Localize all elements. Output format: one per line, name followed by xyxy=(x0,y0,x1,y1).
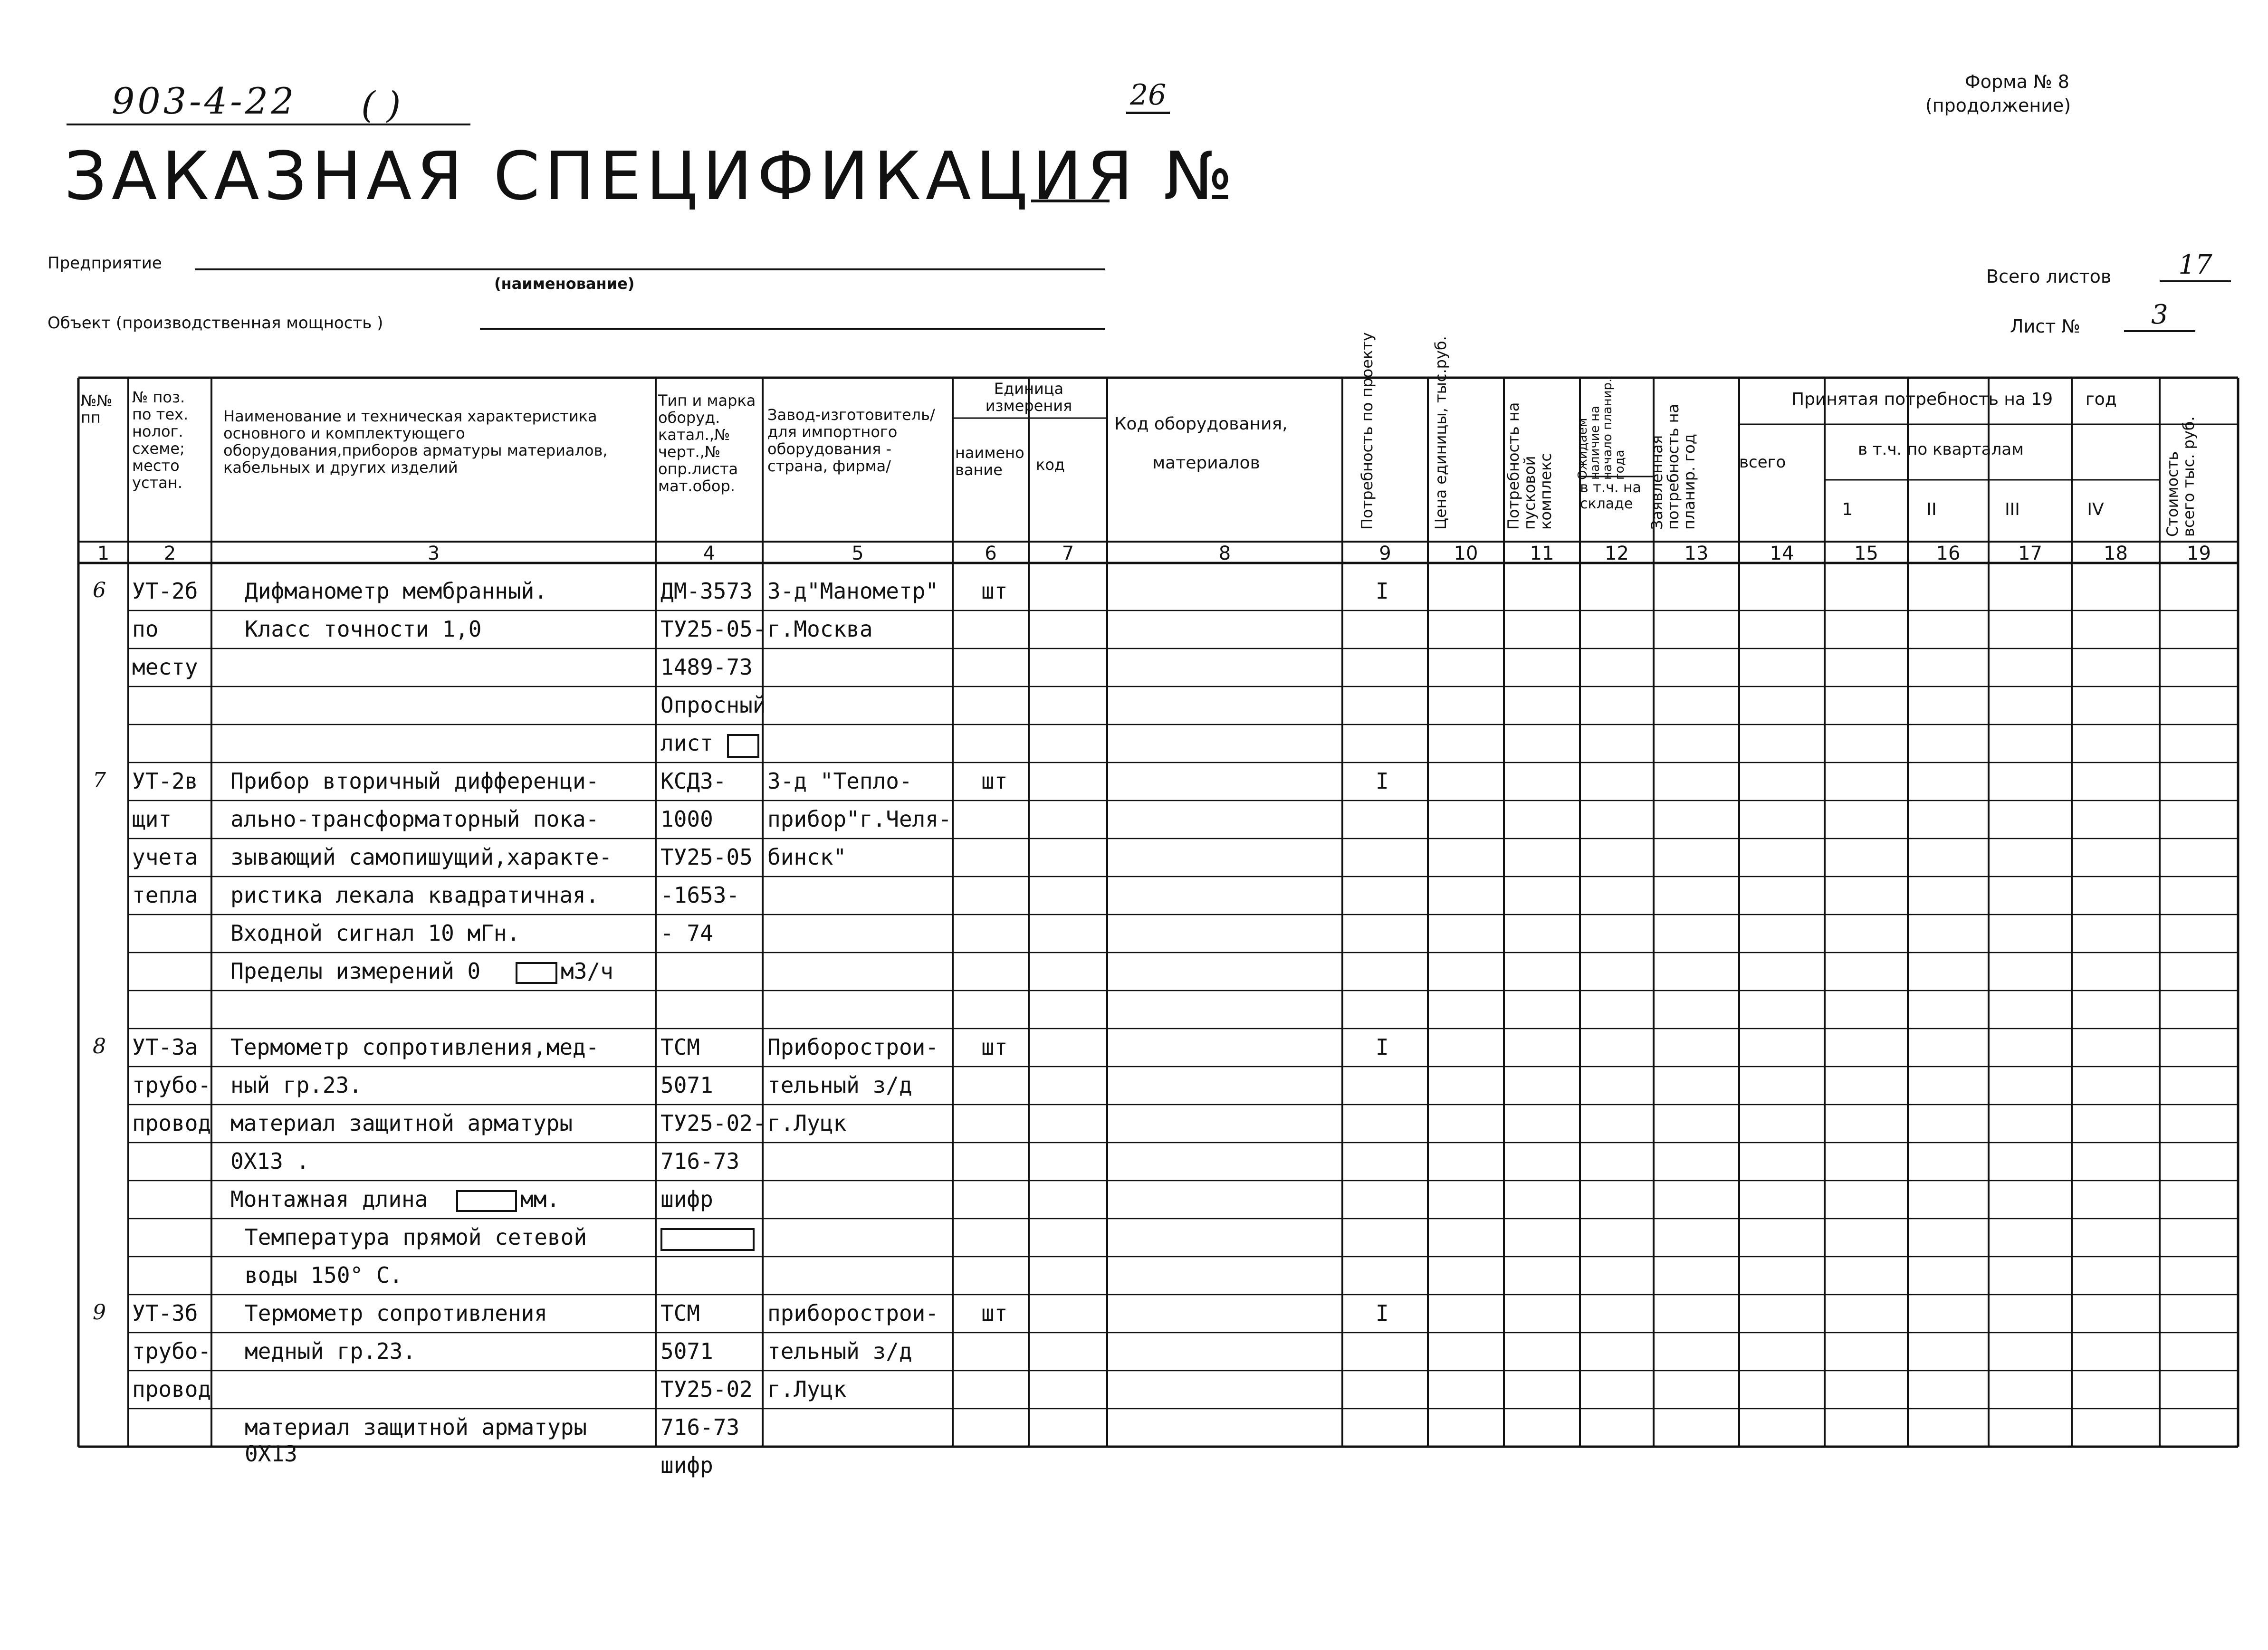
quarter-3-header: III xyxy=(2005,500,2020,519)
item-number: 9 xyxy=(93,1300,106,1325)
type-text: 716-73 xyxy=(660,1414,740,1440)
maker-text: приборострои- xyxy=(767,1300,939,1326)
item-name-line: Входной сигнал 10 мГн. xyxy=(230,920,520,946)
type-text: 5071 xyxy=(660,1338,713,1364)
sheet-number-label: Лист № xyxy=(2010,316,2080,337)
item-name-line: материал защитной арматуры xyxy=(245,1414,587,1440)
item-number: 6 xyxy=(93,578,106,602)
type-text: шифр xyxy=(660,1452,713,1478)
column-number: 10 xyxy=(1454,543,1478,564)
maker-text: г.Луцк xyxy=(767,1110,847,1136)
column-number: 16 xyxy=(1936,543,1961,564)
unit-text: шт xyxy=(981,1300,1008,1326)
item-name-line: Дифманометр мембранный. xyxy=(245,578,547,604)
item-name-line: Класс точности 1,0 xyxy=(245,616,482,642)
column-number: 6 xyxy=(985,543,997,564)
quarters-header: в т.ч. по кварталам xyxy=(1858,440,2024,459)
type-text: -1653- xyxy=(660,882,740,908)
quarter-2-header: II xyxy=(1926,500,1937,519)
accepted-header: Принятая потребность на 19 год xyxy=(1791,390,2117,409)
column-number: 15 xyxy=(1854,543,1878,564)
qty-text: I xyxy=(1376,1300,1389,1326)
item-name-line: 0Х13 xyxy=(245,1441,297,1467)
column-number: 11 xyxy=(1530,543,1554,564)
type-text: шифр xyxy=(660,1186,713,1212)
position-text: тепла xyxy=(132,882,198,908)
item-name-line: зывающий самопишущий,характе- xyxy=(230,844,612,870)
type-text: ТСМ xyxy=(660,1300,700,1326)
column-number: 14 xyxy=(1770,543,1794,564)
type-text: ТУ25-05 xyxy=(660,844,753,870)
sheet-number-value: 3 xyxy=(2124,299,2195,332)
column-number: 7 xyxy=(1062,543,1074,564)
enterprise-hint: (наименование) xyxy=(494,275,635,293)
position-text: месту xyxy=(132,654,198,680)
form-continuation: (продолжение) xyxy=(1925,95,2071,116)
col-header-6: наименование xyxy=(955,444,1024,479)
enterprise-label: Предприятие xyxy=(48,254,162,273)
quarter-1-header: 1 xyxy=(1842,500,1853,519)
type-text: ТУ25-05- xyxy=(660,616,766,642)
position-text: щит xyxy=(132,806,172,832)
maker-text: 3-д"Манометр" xyxy=(767,578,939,604)
col-header-8b: материалов xyxy=(1152,453,1260,473)
item-name-line: материал защитной арматуры xyxy=(230,1110,573,1136)
item-name-line: Термометр сопротивления,мед- xyxy=(230,1034,599,1060)
position-text: трубо- xyxy=(132,1338,211,1364)
position-text: по xyxy=(132,616,159,642)
item-name-line: Монтажная длина xyxy=(230,1186,428,1212)
col-header-12a: Ожидаем наличие на начало планир. года xyxy=(1576,378,1627,480)
col-header-3: Наименование и техническая характеристика основного и комплектующего оборудования,приборов арматуры материалов, кабельных и других изделий xyxy=(223,407,608,477)
questionnaire-box xyxy=(727,734,759,758)
position-text: трубо- xyxy=(132,1072,211,1098)
maker-text: г.Москва xyxy=(767,616,873,642)
document-code-bracket: ( ) xyxy=(361,84,401,126)
col-header-19: Стоимость всего тыс. руб. xyxy=(2163,416,2198,537)
column-number: 9 xyxy=(1379,543,1391,564)
col-header-8a: Код оборудования, xyxy=(1114,414,1288,434)
type-text: 1489-73 xyxy=(660,654,753,680)
maker-text: тельный з/д xyxy=(767,1338,912,1364)
position-text: учета xyxy=(132,844,198,870)
form-number: Форма № 8 xyxy=(1965,71,2069,92)
measurement-limit-box xyxy=(516,962,557,984)
col-header-7: код xyxy=(1036,456,1065,474)
page-number: 26 xyxy=(1126,78,1170,114)
position-text: провод xyxy=(132,1376,211,1402)
qty-text: I xyxy=(1376,1034,1389,1060)
item-name-line: Температура прямой сетевой xyxy=(245,1224,587,1250)
column-number: 1 xyxy=(97,543,110,564)
item-name-line: ально-трансформаторный пока- xyxy=(230,806,599,832)
item-number: 7 xyxy=(93,768,106,792)
maker-text: 3-д "Тепло- xyxy=(767,768,912,794)
type-text: - 74 xyxy=(660,920,713,946)
column-number: 13 xyxy=(1684,543,1709,564)
object-label: Объект (производственная мощность ) xyxy=(48,314,383,333)
col-header-10: Цена единицы, тыс.руб. xyxy=(1432,336,1450,530)
position-text: УТ-2в xyxy=(132,768,198,794)
col-header-1: №№ пп xyxy=(81,391,113,427)
item-name-line: воды 150° С. xyxy=(245,1262,403,1288)
maker-text: тельный з/д xyxy=(767,1072,912,1098)
column-number: 8 xyxy=(1218,543,1231,564)
type-text: лист xyxy=(660,730,713,756)
unit-text: шт xyxy=(981,768,1008,794)
unit-text: шт xyxy=(981,578,1008,604)
item-name-line: Термометр сопротивления xyxy=(245,1300,547,1326)
position-text: УТ-3а xyxy=(132,1034,198,1060)
col-header-12b: в т.ч. на складе xyxy=(1580,479,1642,512)
column-number: 17 xyxy=(2018,543,2042,564)
col-header-9: Потребность по проекту xyxy=(1358,332,1376,530)
mounting-length-box xyxy=(456,1190,517,1212)
type-text: ТУ25-02 xyxy=(660,1376,753,1402)
col-header-4: Тип и марка оборуд. катал.,№ черт.,№ опр.листа мат.обор. xyxy=(658,391,756,495)
col-header-5: Завод-изготовитель/для импортного оборудования - страна, фирма/ xyxy=(767,406,935,475)
sheets-total-value: 17 xyxy=(2160,249,2231,282)
type-text: 5071 xyxy=(660,1072,713,1098)
item-name-line: м3/ч xyxy=(561,958,613,984)
type-text: ДМ-3573 xyxy=(660,578,753,604)
qty-text: I xyxy=(1376,578,1389,604)
column-number: 4 xyxy=(703,543,716,564)
quarter-4-header: IV xyxy=(2087,500,2104,519)
document-title: ЗАКАЗНАЯ СПЕЦИФИКАЦИЯ № xyxy=(64,138,1238,215)
maker-text: бинск" xyxy=(767,844,847,870)
maker-text: Приборострои- xyxy=(767,1034,939,1060)
item-name-line: медный гр.23. xyxy=(245,1338,416,1364)
col-header-11: Потребность на пусковой комплекс xyxy=(1504,402,1555,530)
col-header-14: всего xyxy=(1739,453,1786,472)
column-number: 19 xyxy=(2187,543,2211,564)
type-text: 716-73 xyxy=(660,1148,740,1174)
code-box xyxy=(660,1228,755,1251)
item-name-line: Пределы измерений 0 xyxy=(230,958,481,984)
item-name-line: ный гр.23. xyxy=(230,1072,362,1098)
position-text: провод xyxy=(132,1110,211,1136)
position-text: УТ-3б xyxy=(132,1300,198,1326)
column-number: 18 xyxy=(2104,543,2128,564)
column-number: 3 xyxy=(427,543,440,564)
position-text: УТ-2б xyxy=(132,578,198,604)
qty-text: I xyxy=(1376,768,1389,794)
document-code: 903-4-22 xyxy=(112,80,297,122)
col-header-13: Заявленная потребность на планир. год xyxy=(1648,403,1698,530)
column-number: 12 xyxy=(1605,543,1629,564)
maker-text: прибор"г.Челя- xyxy=(767,806,952,832)
unit-text: шт xyxy=(981,1034,1008,1060)
type-text: ТСМ xyxy=(660,1034,700,1060)
item-name-line: Прибор вторичный дифференци- xyxy=(230,768,599,794)
item-name-line: 0Х13 . xyxy=(230,1148,310,1174)
col-header-unit: Единица измерения xyxy=(985,380,1072,415)
type-text: ТУ25-02- xyxy=(660,1110,766,1136)
type-text: Опросный xyxy=(660,692,766,718)
item-name-line: ристика лекала квадратичная. xyxy=(230,882,599,908)
type-text: КСД3- xyxy=(660,768,727,794)
item-number: 8 xyxy=(93,1034,106,1059)
type-text: 1000 xyxy=(660,806,713,832)
sheets-total-label: Всего листов xyxy=(1986,266,2112,287)
item-name-line: мм. xyxy=(520,1186,560,1212)
col-header-2: № поз. по тех. нолог. схеме; место устан. xyxy=(132,388,189,492)
column-number: 5 xyxy=(852,543,864,564)
maker-text: г.Луцк xyxy=(767,1376,847,1402)
column-number: 2 xyxy=(163,543,176,564)
